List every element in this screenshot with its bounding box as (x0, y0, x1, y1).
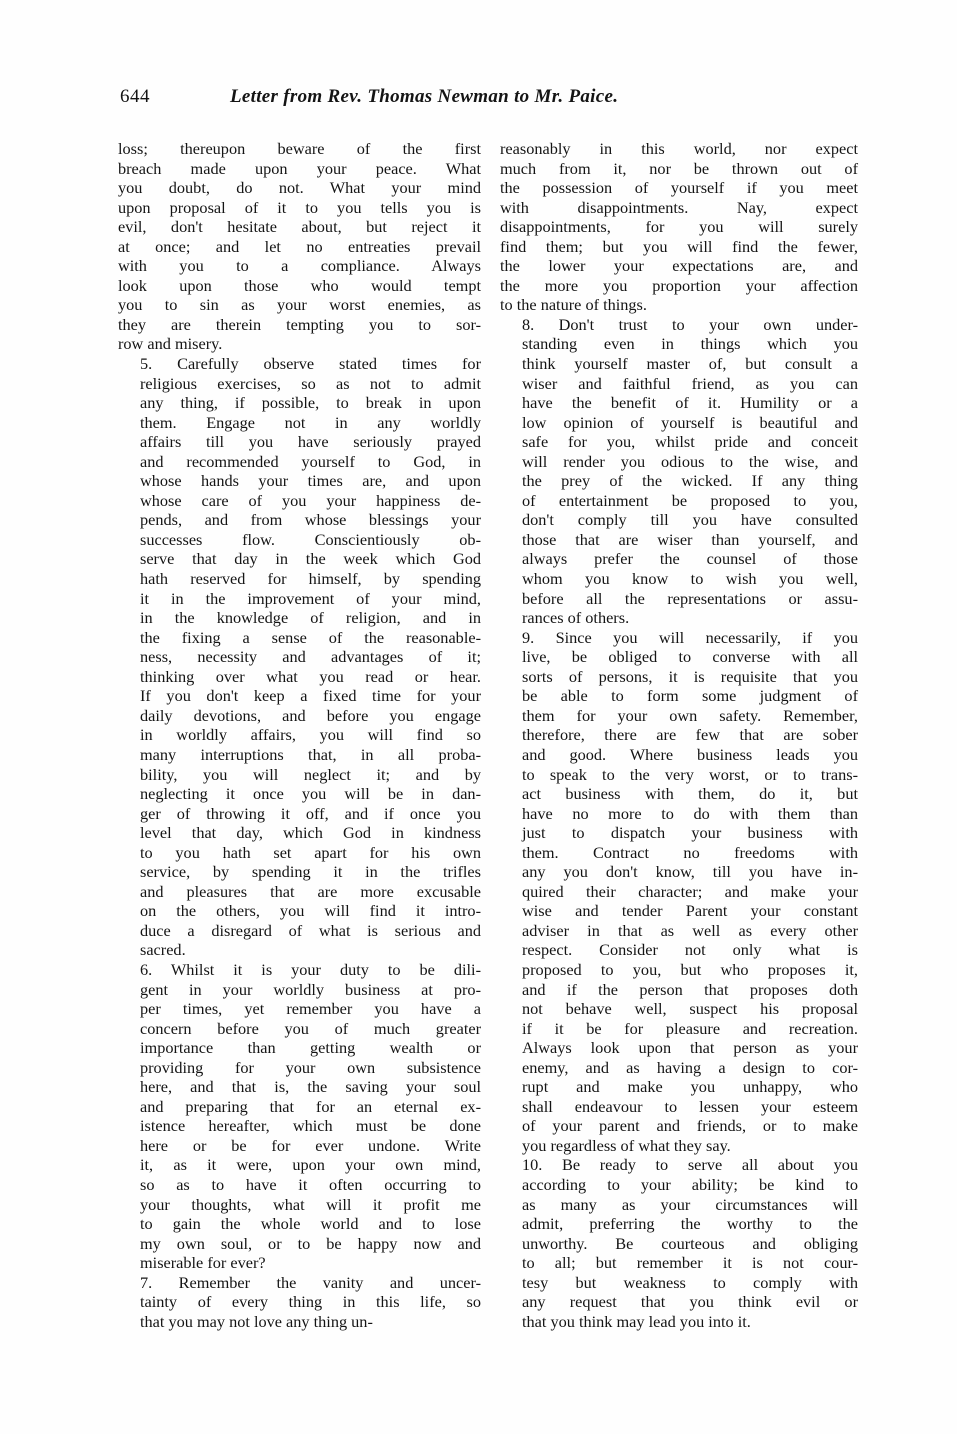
text-line: act business with them, do it, but (522, 784, 858, 804)
text-line: enemy, and as having a design to cor- (522, 1057, 858, 1077)
text-line: If you don't keep a fixed time for your (140, 686, 481, 706)
text-line: before all the representations or assu- (522, 588, 858, 608)
paragraph (500, 315, 858, 628)
text-line: 9. Since you will necessarily, if you (522, 627, 858, 647)
text-line: you regardless of what they say. (522, 1135, 731, 1155)
text-line: quired their character; and make your (522, 881, 858, 901)
text-line: them. Engage not in any worldly (140, 412, 481, 432)
text-column-left (118, 139, 481, 1331)
text-line: of your parent and friends, or to make (522, 1116, 858, 1136)
page-header (120, 86, 860, 114)
text-line: here, and that is, the saving your soul (140, 1077, 481, 1097)
text-line: with you to a compliance. Always (118, 256, 481, 276)
text-line: daily devotions, and before you engage (140, 705, 481, 725)
text-line: they are therein tempting you to sor- (118, 314, 481, 334)
text-line: much from it, nor be thrown out of (500, 158, 858, 178)
text-line: ger of throwing it off, and if once you (140, 803, 481, 823)
text-line: breach made upon your peace. What (118, 158, 481, 178)
text-line: the fixing a sense of the reasonable- (140, 627, 481, 647)
text-line: concern before you of much greater (140, 1018, 481, 1038)
paragraph (118, 960, 481, 1273)
text-line: them. Contract no freedoms with (522, 842, 858, 862)
text-line: you to sin as your worst enemies, as (118, 295, 481, 315)
text-line: any you don't know, till you have in- (522, 862, 858, 882)
text-line: to gain the whole world and to lose (140, 1214, 481, 1234)
text-line: have the benefit of it. Humility or a (522, 393, 858, 413)
text-line: rupt and make you unhappy, who (522, 1077, 858, 1097)
text-line: don't comply till you have consulted (522, 510, 858, 530)
text-line: safe for you, whilst pride and conceit (522, 432, 858, 452)
text-line: look upon those who would tempt (118, 275, 481, 295)
text-line: as many as your circumstances will (522, 1194, 858, 1214)
text-line: proposed to you, but who proposes it, (522, 959, 858, 979)
text-line: providing for your own subsistence (140, 1057, 481, 1077)
text-line: wiser and faithful friend, as you can (522, 373, 858, 393)
text-line: it, as it were, upon your own mind, (140, 1155, 481, 1175)
text-line: in the knowledge of religion, and in (140, 608, 481, 628)
paragraph (500, 1155, 858, 1331)
text-line: on the others, you will find it intro- (140, 901, 481, 921)
text-line: the prey of the wicked. If any thing (522, 471, 858, 491)
text-line: your thoughts, what will it profit me (140, 1194, 481, 1214)
text-line: hath reserved for himself, by spending (140, 569, 481, 589)
text-line: whom you know to wish you well, (522, 569, 858, 589)
text-line: always prefer the counsel of those (522, 549, 858, 569)
text-line: 10. Be ready to serve all about you (522, 1155, 858, 1175)
text-line: rances of others. (522, 608, 630, 628)
text-line: Always look upon that person as your (522, 1038, 858, 1058)
text-line: importance than getting wealth or (140, 1038, 481, 1058)
text-line: per times, yet remember you have a (140, 999, 481, 1019)
text-line: tesy but weakness to comply with (522, 1272, 858, 1292)
paragraph (500, 628, 858, 1156)
text-line: many interruptions that, in all proba- (140, 744, 481, 764)
text-line: whose hands your times are, and upon (140, 471, 481, 491)
text-line: duce a disregard of what is serious and (140, 920, 481, 940)
text-line: successes flow. Conscientiously ob- (140, 529, 481, 549)
text-line: not behave well, suspect his proposal (522, 999, 858, 1019)
text-line: here or be for ever undone. Write (140, 1135, 481, 1155)
text-line: wise and tender Parent your constant (522, 901, 858, 921)
text-line: to all; but remember it is not cour- (522, 1253, 858, 1273)
text-line: just to dispatch your business with (522, 823, 858, 843)
text-line: sorts of persons, it is requisite that you (522, 666, 858, 686)
text-line: my own soul, or to be happy now and (140, 1233, 481, 1253)
text-line: adviser in that as well as every other (522, 920, 858, 940)
text-line: neglecting it once you will be in dan- (140, 784, 481, 804)
text-line: find them; but you will find the fewer, (500, 236, 858, 256)
text-line: in worldly affairs, you will find so (140, 725, 481, 745)
text-line: according to your ability; be kind to (522, 1174, 858, 1194)
text-line: the lower your expectations are, and (500, 256, 858, 276)
paragraph (118, 139, 481, 354)
text-line: reasonably in this world, nor expect (500, 139, 858, 158)
text-line: 6. Whilst it is your duty to be dili- (140, 959, 481, 979)
text-line: respect. Consider not only what is (522, 940, 858, 960)
text-line: the possession of yourself if you meet (500, 178, 858, 198)
running-title: Letter from Rev. Thomas Newman to Mr. Paice. (230, 86, 619, 107)
text-line: of entertainment be proposed to you, (522, 490, 858, 510)
text-line: level that day, which God in kindness (140, 823, 481, 843)
text-line: 7. Remember the vanity and uncer- (140, 1272, 481, 1292)
text-line: so as to have it often occurring to (140, 1174, 481, 1194)
text-line: be able to form some judgment of (522, 686, 858, 706)
text-line: any request that you think evil or (522, 1292, 858, 1312)
text-line: istence hereafter, which must be done (140, 1116, 481, 1136)
text-line: to you hath set apart for his own (140, 842, 481, 862)
text-line: admit, preferring the worthy to the (522, 1214, 858, 1234)
text-line: bility, you will neglect it; and by (140, 764, 481, 784)
paragraph (500, 139, 858, 315)
text-line: thinking over what you read or hear. (140, 666, 481, 686)
text-line: 8. Don't trust to your own under- (522, 314, 858, 334)
text-line: sacred. (140, 940, 186, 960)
text-line: the more you proportion your affection (500, 275, 858, 295)
text-line: those that are wiser than yourself, and (522, 529, 858, 549)
text-line: disappointments, for you will surely (500, 217, 858, 237)
text-line: think yourself master of, but consult a (522, 354, 858, 374)
text-line: to speak to the very worst, or to trans- (522, 764, 858, 784)
text-line: that you think may lead you into it. (522, 1311, 751, 1331)
text-line: and good. Where business leads you (522, 744, 858, 764)
text-line: 5. Carefully observe stated times for (140, 354, 481, 374)
text-line: and pleasures that are more excusable (140, 881, 481, 901)
text-line: at once; and let no entreaties prevail (118, 236, 481, 256)
text-line: tainty of every thing in this life, so (140, 1292, 481, 1312)
page-number: 644 (120, 86, 150, 107)
text-line: service, by spending it in the trifles (140, 862, 481, 882)
text-line: unworthy. Be courteous and obliging (522, 1233, 858, 1253)
text-line: standing even in things which you (522, 334, 858, 354)
text-line: ness, necessity and advantages of it; (140, 647, 481, 667)
text-line: with disappointments. Nay, expect (500, 197, 858, 217)
text-line: row and misery. (118, 334, 223, 354)
text-line: gent in your worldly business at pro- (140, 979, 481, 999)
text-line: them for your own safety. Remember, (522, 705, 858, 725)
text-line: affairs till you have seriously prayed (140, 432, 481, 452)
text-line: upon proposal of it to you tells you is (118, 197, 481, 217)
text-line: you doubt, do not. What your mind (118, 178, 481, 198)
text-line: have no more to do with them than (522, 803, 858, 823)
text-line: low opinion of yourself is beautiful and (522, 412, 858, 432)
text-line: and preparing that for an eternal ex- (140, 1096, 481, 1116)
text-line: and if the person that proposes doth (522, 979, 858, 999)
text-line: shall endeavour to lessen your esteem (522, 1096, 858, 1116)
text-line: evil, don't hesitate about, but reject it (118, 217, 481, 237)
text-line: any thing, if possible, to break in upon (140, 393, 481, 413)
text-column-right (500, 139, 858, 1331)
text-line: religious exercises, so as not to admit (140, 373, 481, 393)
text-line: if it be for pleasure and recreation. (522, 1018, 858, 1038)
paragraph (118, 354, 481, 960)
text-line: and recommended yourself to God, in (140, 451, 481, 471)
text-line: pends, and from whose blessings your (140, 510, 481, 530)
text-line: live, be obliged to converse with all (522, 647, 858, 667)
text-line: will render you odious to the wise, and (522, 451, 858, 471)
text-line: loss; thereupon beware of the first (118, 139, 481, 158)
paragraph (118, 1273, 481, 1332)
text-line: it in the improvement of your mind, (140, 588, 481, 608)
text-line: that you may not love any thing un- (140, 1311, 373, 1331)
text-line: serve that day in the week which God (140, 549, 481, 569)
text-line: to the nature of things. (500, 295, 647, 315)
text-line: miserable for ever? (140, 1253, 266, 1273)
text-line: therefore, there are few that are sober (522, 725, 858, 745)
text-line: whose care of you your happiness de- (140, 490, 481, 510)
